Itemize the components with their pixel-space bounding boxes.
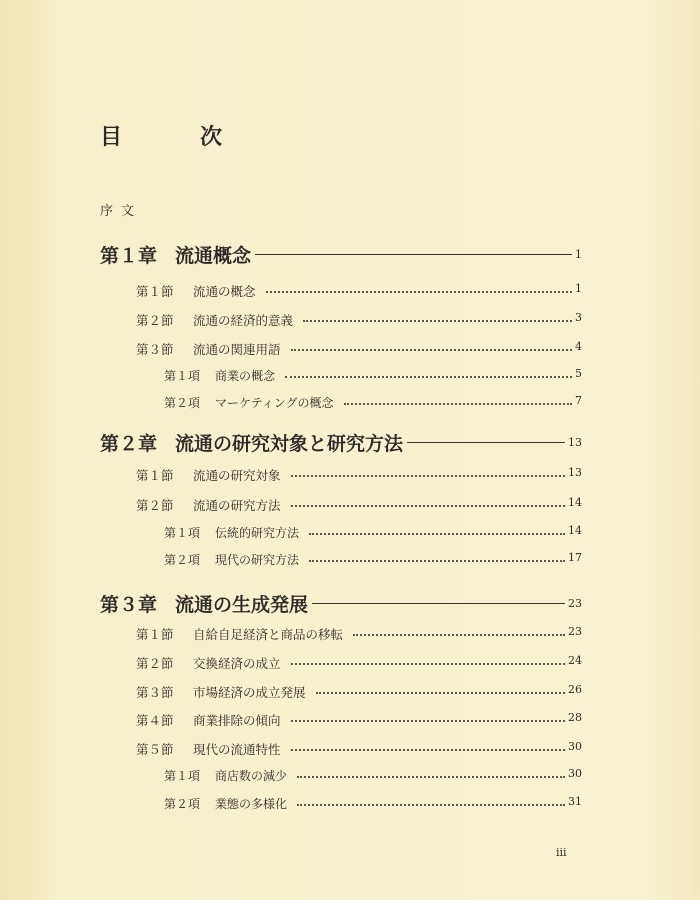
dot-leader bbox=[309, 533, 565, 535]
toc-section bbox=[0, 625, 700, 647]
toc-subsection bbox=[0, 367, 700, 389]
toc-entry-title: 市場経済の成立発展 bbox=[193, 685, 306, 700]
dot-leader bbox=[291, 720, 565, 722]
toc-entry-page: 3 bbox=[575, 311, 582, 324]
toc-subsection bbox=[0, 795, 700, 817]
page-title: 目 次 bbox=[100, 124, 251, 150]
toc-entry-number: 第２節 bbox=[136, 656, 174, 671]
toc-chapter bbox=[0, 432, 700, 454]
toc-entry-page: 23 bbox=[568, 597, 582, 610]
toc-entry-number: 第３章 bbox=[100, 594, 158, 616]
toc-entry-title: 流通の概念 bbox=[193, 284, 256, 299]
toc-entry-title: 業態の多様化 bbox=[215, 797, 288, 811]
toc-entry-title: 自給自足経済と商品の移転 bbox=[193, 627, 344, 642]
dot-leader bbox=[266, 291, 572, 293]
toc-entry-page: 30 bbox=[568, 740, 582, 753]
toc-entry-number: 第３節 bbox=[136, 342, 174, 357]
toc-subsection bbox=[0, 524, 700, 546]
toc-entry-page: 30 bbox=[568, 767, 582, 780]
toc-entry-number: 第１節 bbox=[136, 468, 174, 483]
toc-entry-number: 第２節 bbox=[136, 498, 174, 513]
dot-leader bbox=[303, 320, 572, 322]
dot-leader bbox=[291, 663, 565, 665]
toc-entry-page: 17 bbox=[568, 551, 582, 564]
toc-entry-number: 第２章 bbox=[100, 433, 158, 455]
toc-entry-title: 商店数の減少 bbox=[215, 769, 288, 783]
toc-entry-title: マーケティングの概念 bbox=[215, 396, 334, 410]
toc-entry-number: 第２節 bbox=[136, 313, 174, 328]
toc-section bbox=[0, 282, 700, 304]
dot-leader bbox=[309, 560, 565, 562]
chapter-rule bbox=[312, 603, 565, 604]
toc-entry-title: 流通の経済的意義 bbox=[193, 313, 294, 328]
toc-subsection bbox=[0, 551, 700, 573]
toc-entry-title: 流通概念 bbox=[175, 245, 252, 267]
toc-entry-number: 第１項 bbox=[164, 369, 201, 383]
dot-leader bbox=[297, 804, 565, 806]
toc-entry-number: 第１節 bbox=[136, 627, 174, 642]
toc-entry-page: 23 bbox=[568, 625, 582, 638]
dot-leader bbox=[344, 403, 572, 405]
toc-section bbox=[0, 711, 700, 733]
toc-entry-title: 流通の関連用語 bbox=[193, 342, 281, 357]
dot-leader bbox=[291, 475, 565, 477]
toc-entry-page: 26 bbox=[568, 683, 582, 696]
dot-leader bbox=[297, 776, 565, 778]
toc-section bbox=[0, 311, 700, 333]
toc-entry-page: 31 bbox=[568, 795, 582, 808]
toc-entry-preface: 序文 bbox=[100, 204, 143, 219]
toc-entry-title: 交換経済の成立 bbox=[193, 656, 281, 671]
dot-leader bbox=[291, 749, 565, 751]
toc-entry-number: 第２項 bbox=[164, 553, 201, 567]
toc-entry-title: 商業排除の傾向 bbox=[193, 713, 281, 728]
toc-entry-page: 7 bbox=[575, 394, 582, 407]
toc-entry-page: 5 bbox=[575, 367, 582, 380]
toc-entry-title: 商業の概念 bbox=[215, 369, 276, 383]
dot-leader bbox=[285, 376, 572, 378]
dot-leader bbox=[353, 634, 565, 636]
toc-entry-title: 流通の生成発展 bbox=[175, 594, 309, 616]
dot-leader bbox=[316, 692, 565, 694]
chapter-rule bbox=[255, 254, 572, 255]
toc-entry-page: 1 bbox=[575, 282, 582, 295]
toc-entry-number: 第２項 bbox=[164, 396, 201, 410]
toc-entry-page: 13 bbox=[568, 436, 582, 449]
toc-entry-page: 14 bbox=[568, 496, 582, 509]
chapter-rule bbox=[407, 442, 565, 443]
toc-entry-page: 4 bbox=[575, 340, 582, 353]
dot-leader bbox=[291, 349, 572, 351]
toc-section bbox=[0, 740, 700, 762]
toc-entry-title: 流通の研究方法 bbox=[193, 498, 281, 513]
dot-leader bbox=[291, 505, 565, 507]
toc-entry-page: 1 bbox=[575, 248, 582, 261]
toc-entry-number: 第１章 bbox=[100, 245, 158, 267]
toc-entry-page: 13 bbox=[568, 466, 582, 479]
toc-entry-title: 伝統的研究方法 bbox=[215, 526, 300, 540]
toc-subsection bbox=[0, 394, 700, 416]
toc-entry-number: 第１項 bbox=[164, 526, 201, 540]
toc-section bbox=[0, 496, 700, 518]
toc-entry-page: 28 bbox=[568, 711, 582, 724]
toc-chapter bbox=[0, 593, 700, 615]
toc-entry-page: 14 bbox=[568, 524, 582, 537]
page-folio: iii bbox=[556, 846, 567, 859]
toc-entry-title: 現代の流通特性 bbox=[193, 742, 281, 757]
toc-section bbox=[0, 683, 700, 705]
toc-entry-number: 第５節 bbox=[136, 742, 174, 757]
toc-chapter bbox=[0, 244, 700, 266]
toc-entry-number: 第４節 bbox=[136, 713, 174, 728]
toc-entry-page: 24 bbox=[568, 654, 582, 667]
toc-section bbox=[0, 654, 700, 676]
toc-section bbox=[0, 466, 700, 488]
toc-entry-number: 第２項 bbox=[164, 797, 201, 811]
toc-entry-number: 第１項 bbox=[164, 769, 201, 783]
toc-subsection bbox=[0, 767, 700, 789]
toc-entry-title: 現代の研究方法 bbox=[215, 553, 300, 567]
toc-entry-number: 第１節 bbox=[136, 284, 174, 299]
toc-entry-number: 第３節 bbox=[136, 685, 174, 700]
toc-entry-title: 流通の研究対象と研究方法 bbox=[175, 433, 404, 455]
toc-entry-title: 流通の研究対象 bbox=[193, 468, 281, 483]
toc-section bbox=[0, 340, 700, 362]
